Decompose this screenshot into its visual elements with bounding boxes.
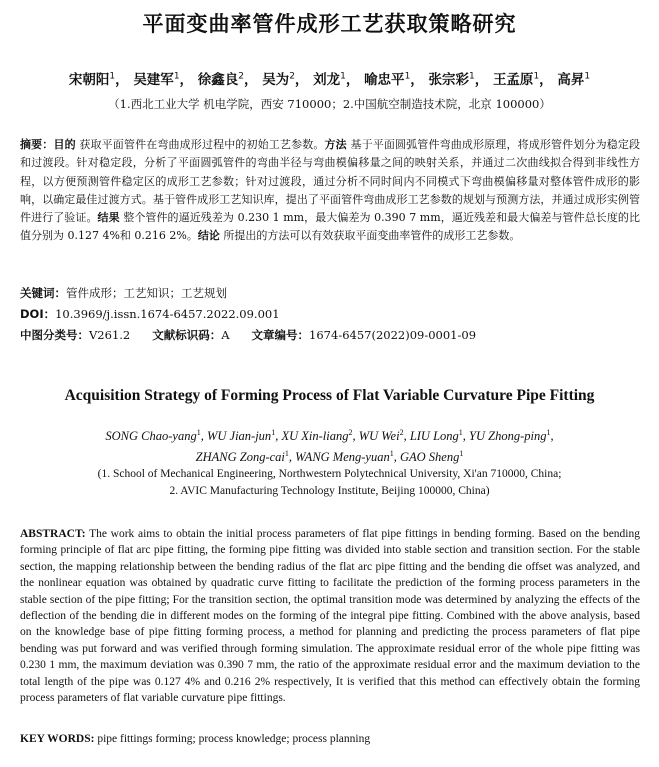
author-3: 徐鑫良$^2$ [197,71,244,88]
chinese-author-list: 宋朝阳$^1$， 吴建军$^1$， 徐鑫良$^2$， 吴为$^2$， 刘龙$^1$， 喻忠平$^1$， 张宗彩$^1$， 王孟原$^1$， 高昇$^1$ [68,71,591,88]
author-2: 吴建军$^1$ [133,71,180,88]
doc-code-label: 文献标识码： [152,328,222,342]
author-4: 吴为$^2$ [262,71,295,88]
english-abstract [20,526,640,706]
doi-value: 10.3969/j.issn.1674-6457.2022.09.001 [55,307,280,321]
english-keywords-label: KEY WORDS: [20,733,95,745]
english-abstract-label: ABSTRACT: [20,528,86,540]
chinese-keywords [20,285,227,301]
keywords-value: 管件成形；工艺知识；工艺规划 [66,286,227,300]
english-title: Acquisition Strategy of Forming Process of Flat Variable Curvature Pipe Fitting [64,387,595,404]
classification-line [20,327,476,343]
en-author-1: SONG Chao-yang$^1$ [105,428,201,444]
conclusion-label: 结论 [197,229,220,243]
result-label: 结果 [97,211,120,225]
article-number-value: 1674-6457(2022)09-0001-09 [309,328,477,342]
english-authors-line-1: SONG Chao-yang$^1$, WU Jian-jun$^1$, XU Xin-liang$^2$, WU Wei$^2$, LIU Long$^1$, YU Zhong-ping$^1$, [105,428,554,444]
doi-line [20,306,280,322]
author-5: 刘龙$^1$ [313,71,346,88]
author-8: 王孟原$^1$ [492,71,540,88]
en-author-5: LIU Long$^1$ [409,428,463,444]
abstract-label: 摘要： [20,138,54,151]
clc-label: 中图分类号： [20,328,89,342]
doi-label: DOI： [20,307,56,321]
english-keywords [20,733,640,745]
doc-code-value: A [221,328,230,342]
author-9: 高昇$^1$ [557,71,591,88]
author-6: 喻忠平$^1$ [364,71,411,88]
chinese-abstract [20,136,640,246]
en-author-3: XU Xin-liang$^2$ [281,428,353,444]
english-affiliation [0,466,659,500]
chinese-title: 平面变曲率管件成形工艺获取策略研究 [142,12,517,36]
conclusion-text: 所提出的方法可以有效获取平面变曲率管件的成形工艺参数。 [219,229,521,243]
english-affiliation-line-1: (1. School of Mechanical Engineering, Northwestern Polytechnical University, Xi'an 710000, China; [97,468,562,480]
english-abstract-text: The work aims to obtain the initial process parameters of flat pipe fittings in bending forming. Based on the bending forming principle of flat arc pipe fitting, the forming pipe fitting was divided into stable section and transition section. For the stable section, the mapping relationship between the bending radius of the flat arc pipe fitting and the bending die offset was analyzed, and the nonlinear equation was obtained by quadratic curve fitting to facilitate the prediction of the forming process parameters in the stable section of the pipe fitting; For the transition section, the optimal transition mode was determined by analyzing the effects of the deflection of the bending die in different modes on the forming of the integral pipe fitting. Combined with the above analysis, based on the knowledge base of pipe fitting forming process, a method for planning and predicting the process parameters of flat pipe bending was put forward and was verified through forming simulation. The approximate residual error of the whole pipe fitting was 0.230 1 mm, the maximum deviation was 0.390 7 mm, the ratio of the approximate residual error and the maximum deviation to the total length of the pipe was 0.127 4% and 0.216 2% respectively, It is verified that this method can effectively obtain the forming process parameters of flat variable curvature pipe fittings. [20,528,640,705]
clc-value: V261.2 [89,328,131,342]
en-author-4: WU Wei$^2$ [358,428,404,444]
english-author-list [0,424,659,466]
en-author-2: WU Jian-jun$^1$ [206,428,276,444]
method-label: 方法 [324,138,347,151]
english-keywords-value: pipe fittings forming; process knowledge; process planning [94,733,371,745]
article-number-label: 文章编号： [251,328,310,342]
author-1: 宋朝阳$^1$ [68,71,116,88]
method-text: 基于平面圆弧管件弯曲成形原理，将成形管件划分为稳定段和过渡段。针对稳定段，分析了平面圆弧管件的弯曲半径与弯曲模偏移量之间的映射关系，并通过二次曲线拟合得到非线性方程，以方便预测管件稳定区的成形工艺参数；针对过渡段，通过分析不同时间内不同模式下弯曲模偏移量对整体管件成形的影响，以确定最佳过渡方式。基于管件成形工艺知识库，提出了平面管件弯曲成形工艺参数的规划与预测方法，并通过成形实例管件进行了验证。 [20,138,641,225]
result-text: 整个管件的逼近残差为 0.230 1 mm，最大偏差为 0.390 7 mm，逼近残差和最大偏差与管件总长度的比值分别为 0.127 4%和 0.216 2%。 [20,211,641,243]
purpose-text: 获取平面管件在弯曲成形过程中的初始工艺参数。 [75,138,325,151]
keywords-label: 关键词： [20,286,66,300]
author-7: 张宗彩$^1$ [428,71,475,88]
english-affiliation-line-2: 2. AVIC Manufacturing Technology Institute, Beijing 100000, China) [169,485,490,497]
chinese-affiliation: （1.西北工业大学 机电学院，西安 710000；2.中国航空制造技术院，北京 100000） [108,97,551,111]
english-authors-line-2: ZHANG Zong-cai$^1$, WANG Meng-yuan$^1$, GAO Sheng$^1$ [195,449,464,465]
purpose-label: 目的 [53,138,76,151]
en-author-8: WANG Meng-yuan$^1$ [295,449,394,465]
en-author-6: YU Zhong-ping$^1$ [469,428,551,444]
en-author-7: ZHANG Zong-cai$^1$ [195,449,289,465]
en-author-9: GAO Sheng$^1$ [399,449,464,465]
